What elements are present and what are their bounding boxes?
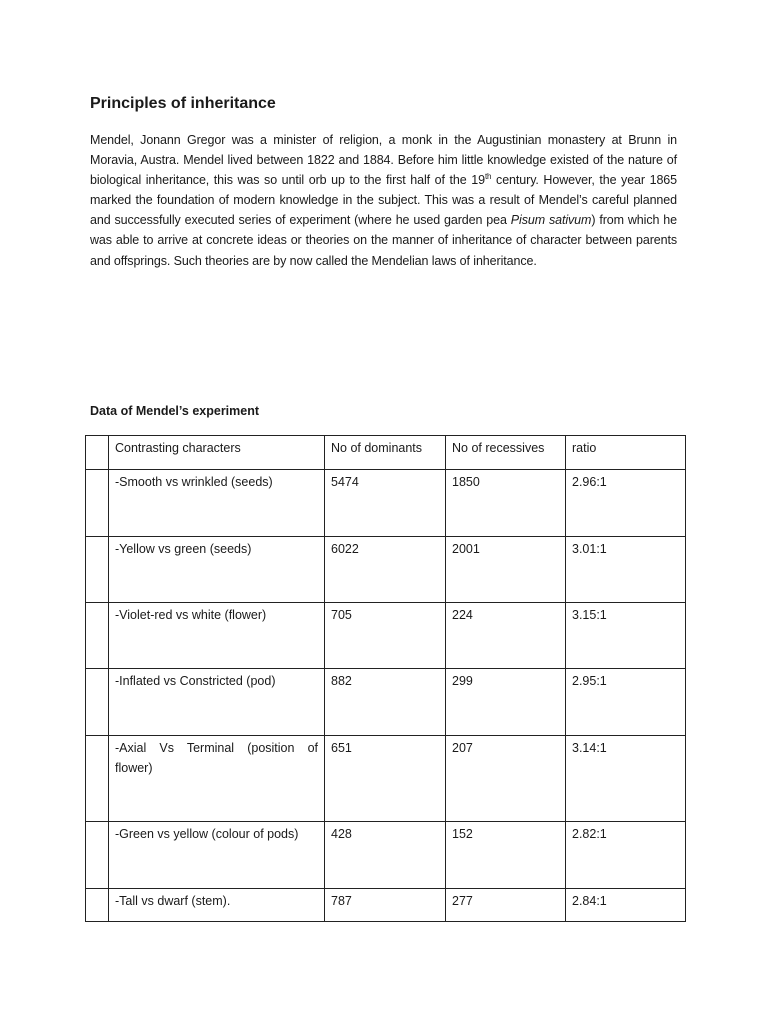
intro-text-part-2: century. However, the year 1865 marked the foundation of modern knowledge in the subject. This was a result of Mendel’s careful planned and successfully executed series of experiment (where he used garden pea [90, 173, 678, 228]
dominants-cell: 651 [325, 736, 446, 822]
index-cell [86, 436, 109, 470]
ratio-cell: 2.84:1 [566, 889, 686, 922]
recessives-cell: 2001 [446, 537, 566, 603]
header-cell: Contrasting characters [109, 436, 325, 470]
table-heading: Data of Mendel’s experiment [90, 404, 260, 418]
index-cell [86, 470, 109, 537]
recessives-cell: 224 [446, 603, 566, 669]
character-cell: -Tall vs dwarf (stem). [109, 889, 325, 922]
dominants-cell: 787 [325, 889, 446, 922]
table-row [86, 537, 686, 603]
intro-text-part-3: ) from which he was able to arrive at concrete ideas or theories on the manner of inheritance of character between parents and offsprings. Such theories are by now called the Mendelian laws of inheritance. [90, 213, 677, 268]
ratio-cell: 2.96:1 [566, 470, 686, 537]
character-cell: -Green vs yellow (colour of pods) [109, 822, 325, 889]
index-cell [86, 603, 109, 669]
table-row [86, 736, 686, 822]
recessives-cell: 299 [446, 669, 566, 736]
table-row [86, 669, 686, 736]
index-cell [86, 669, 109, 736]
character-cell: -Yellow vs green (seeds) [109, 537, 325, 603]
dominants-cell: 882 [325, 669, 446, 736]
header-cell: No of dominants [325, 436, 446, 470]
character-cell: -Inflated vs Constricted (pod) [109, 669, 325, 736]
species-name: Pisum sativum [510, 213, 592, 228]
intro-paragraph [90, 130, 677, 271]
index-cell [86, 889, 109, 922]
recessives-cell: 152 [446, 822, 566, 889]
recessives-cell: 1850 [446, 470, 566, 537]
ratio-cell: 2.82:1 [566, 822, 686, 889]
ratio-cell: 2.95:1 [566, 669, 686, 736]
character-cell: -Axial Vs Terminal (position of flower) [109, 736, 325, 822]
index-cell [86, 822, 109, 889]
index-cell [86, 736, 109, 822]
dominants-cell: 705 [325, 603, 446, 669]
header-cell: No of recessives [446, 436, 566, 470]
table-row [86, 889, 686, 922]
ordinal-suffix: th [484, 172, 492, 182]
dominants-cell: 6022 [325, 537, 446, 603]
document-title: Principles of inheritance [90, 95, 276, 112]
dominants-cell: 428 [325, 822, 446, 889]
index-cell [86, 537, 109, 603]
header-cell: ratio [566, 436, 686, 470]
ratio-cell: 3.14:1 [566, 736, 686, 822]
table-row [86, 822, 686, 889]
table-row [86, 603, 686, 669]
recessives-cell: 207 [446, 736, 566, 822]
character-cell: -Violet-red vs white (flower) [109, 603, 325, 669]
ratio-cell: 3.15:1 [566, 603, 686, 669]
intro-text-part-1: Mendel, Jonann Gregor was a minister of religion, a monk in the Augustinian monastery at Brunn in Moravia, Austra. Mendel lived between 1822 and 1884. Before him little knowledge existed of the nature of biological inheritance, this was so until orb up to the first half of the 19 [90, 133, 677, 188]
ratio-cell: 3.01:1 [566, 537, 686, 603]
table-row [86, 470, 686, 537]
dominants-cell: 5474 [325, 470, 446, 537]
recessives-cell: 277 [446, 889, 566, 922]
table-header-row [86, 436, 686, 470]
character-cell: -Smooth vs wrinkled (seeds) [109, 470, 325, 537]
mendel-data-table [85, 435, 686, 922]
